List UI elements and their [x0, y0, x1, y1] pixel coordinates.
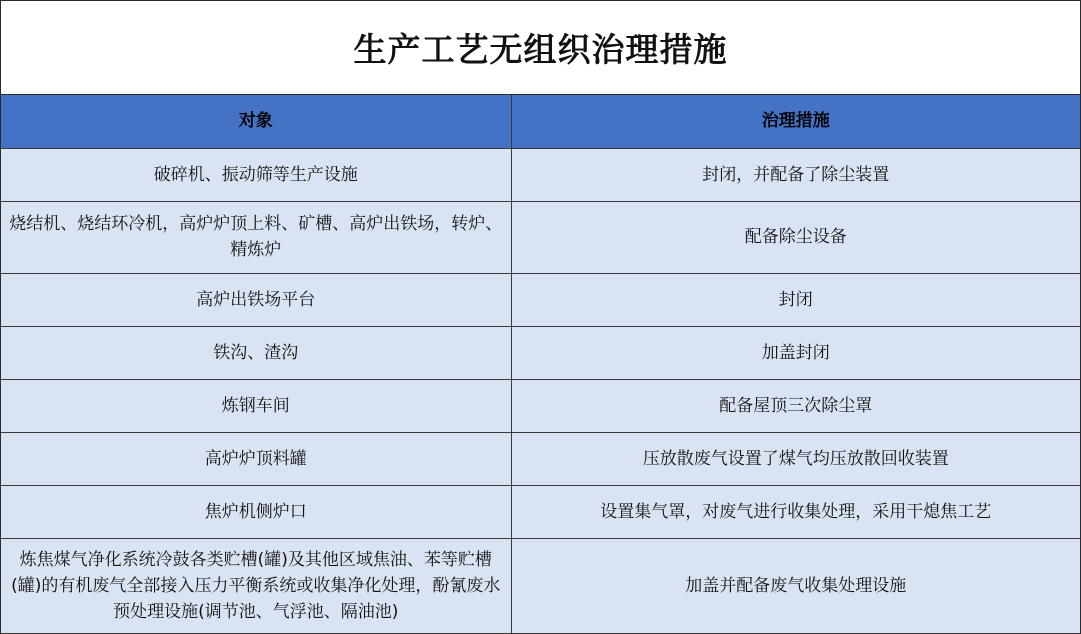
table-row	[1, 326, 1080, 379]
cell-measure: 加盖并配备废气收集处理设施	[511, 538, 1080, 633]
column-header-object: 对象	[1, 95, 511, 148]
measures-table	[1, 95, 1080, 634]
table-row	[1, 485, 1080, 538]
cell-measure: 封闭	[511, 273, 1080, 326]
cell-measure: 配备屋顶三次除尘罩	[511, 379, 1080, 432]
table-row	[1, 273, 1080, 326]
cell-object: 炼焦煤气净化系统冷鼓各类贮槽(罐)及其他区域焦油、苯等贮槽(罐)的有机废气全部接入压力平衡系统或收集净化处理，酚氰废水预处理设施(调节池、气浮池、隔油池)	[1, 538, 511, 633]
table-row	[1, 201, 1080, 273]
cell-measure: 设置集气罩，对废气进行收集处理，采用干熄焦工艺	[511, 485, 1080, 538]
cell-object: 高炉炉顶料罐	[1, 432, 511, 485]
cell-measure: 配备除尘设备	[511, 201, 1080, 273]
table-header-row	[1, 95, 1080, 148]
cell-object: 焦炉机侧炉口	[1, 485, 511, 538]
table-row	[1, 538, 1080, 633]
cell-measure: 加盖封闭	[511, 326, 1080, 379]
table-row	[1, 432, 1080, 485]
column-header-measure: 治理措施	[511, 95, 1080, 148]
cell-object: 高炉出铁场平台	[1, 273, 511, 326]
cell-measure: 封闭，并配备了除尘装置	[511, 148, 1080, 201]
cell-object: 炼钢车间	[1, 379, 511, 432]
table-row	[1, 148, 1080, 201]
page-title: 生产工艺无组织治理措施	[1, 1, 1080, 95]
cell-object: 破碎机、振动筛等生产设施	[1, 148, 511, 201]
table-row	[1, 379, 1080, 432]
cell-object: 铁沟、渣沟	[1, 326, 511, 379]
cell-object: 烧结机、烧结环冷机，高炉炉顶上料、矿槽、高炉出铁场，转炉、精炼炉	[1, 201, 511, 273]
cell-measure: 压放散废气设置了煤气均压放散回收装置	[511, 432, 1080, 485]
